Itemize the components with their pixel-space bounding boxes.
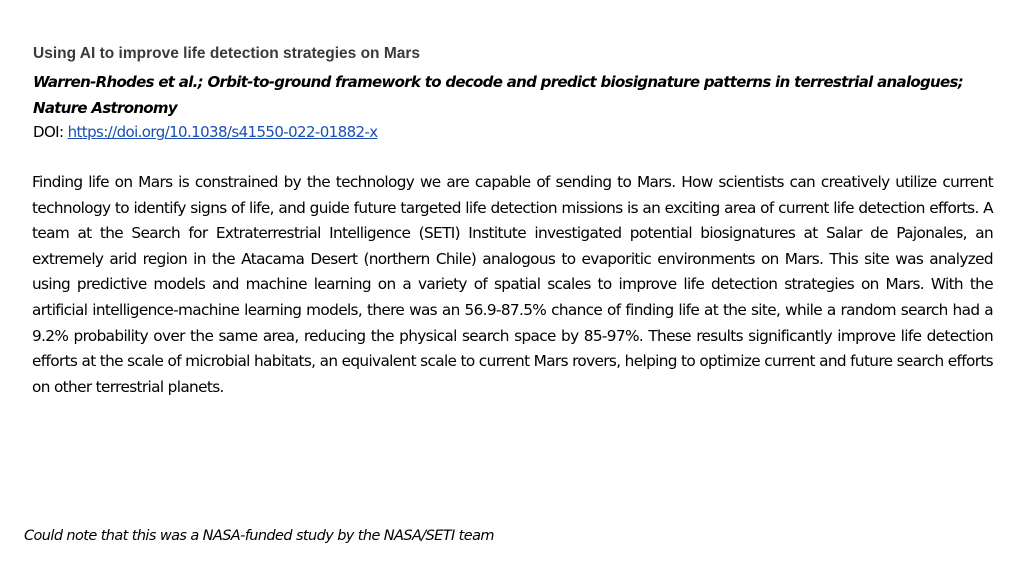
footer-note: Could note that this was a NASA-funded study by the NASA/SETI team (24, 528, 494, 544)
doi-line (33, 120, 378, 144)
citation: Warren-Rhodes et al.; Orbit-to-ground framework to decode and predict biosignature patterns in terrestrial analogues; Nature Astronomy (33, 73, 964, 117)
doi-label: DOI: (33, 123, 68, 141)
doi-link[interactable]: https://doi.org/10.1038/s41550-022-01882-x (67, 123, 378, 141)
slide-title: Using AI to improve life detection strategies on Mars (33, 45, 421, 62)
body-paragraph: Finding life on Mars is constrained by the technology we are capable of sending to Mars. How scientists can creatively utilize current technology to identify signs of life, and guide future targeted life detection missions is an exciting area of current life detection efforts. A team at the Search for Extraterrestrial Intelligence (SETI) Institute investigated potential biosignatures at Salar de Pajonales, an extremely arid region in the Atacama Desert (northern Chile) analogous to evaporitic environments on Mars. This site was analyzed using predictive models and machine learning on a variety of spatial scales to improve life detection strategies on Mars. With the artificial intelligence-machine learning models, there was an 56.9-87.5% chance of finding life at the site, while a random search had a 9.2% probability over the same area, reducing the physical search space by 85-97%. These results significantly improve life detection efforts at the scale of microbial habitats, an equivalent scale to current Mars rovers, helping to optimize current and future search efforts on other terrestrial planets. (32, 173, 993, 396)
